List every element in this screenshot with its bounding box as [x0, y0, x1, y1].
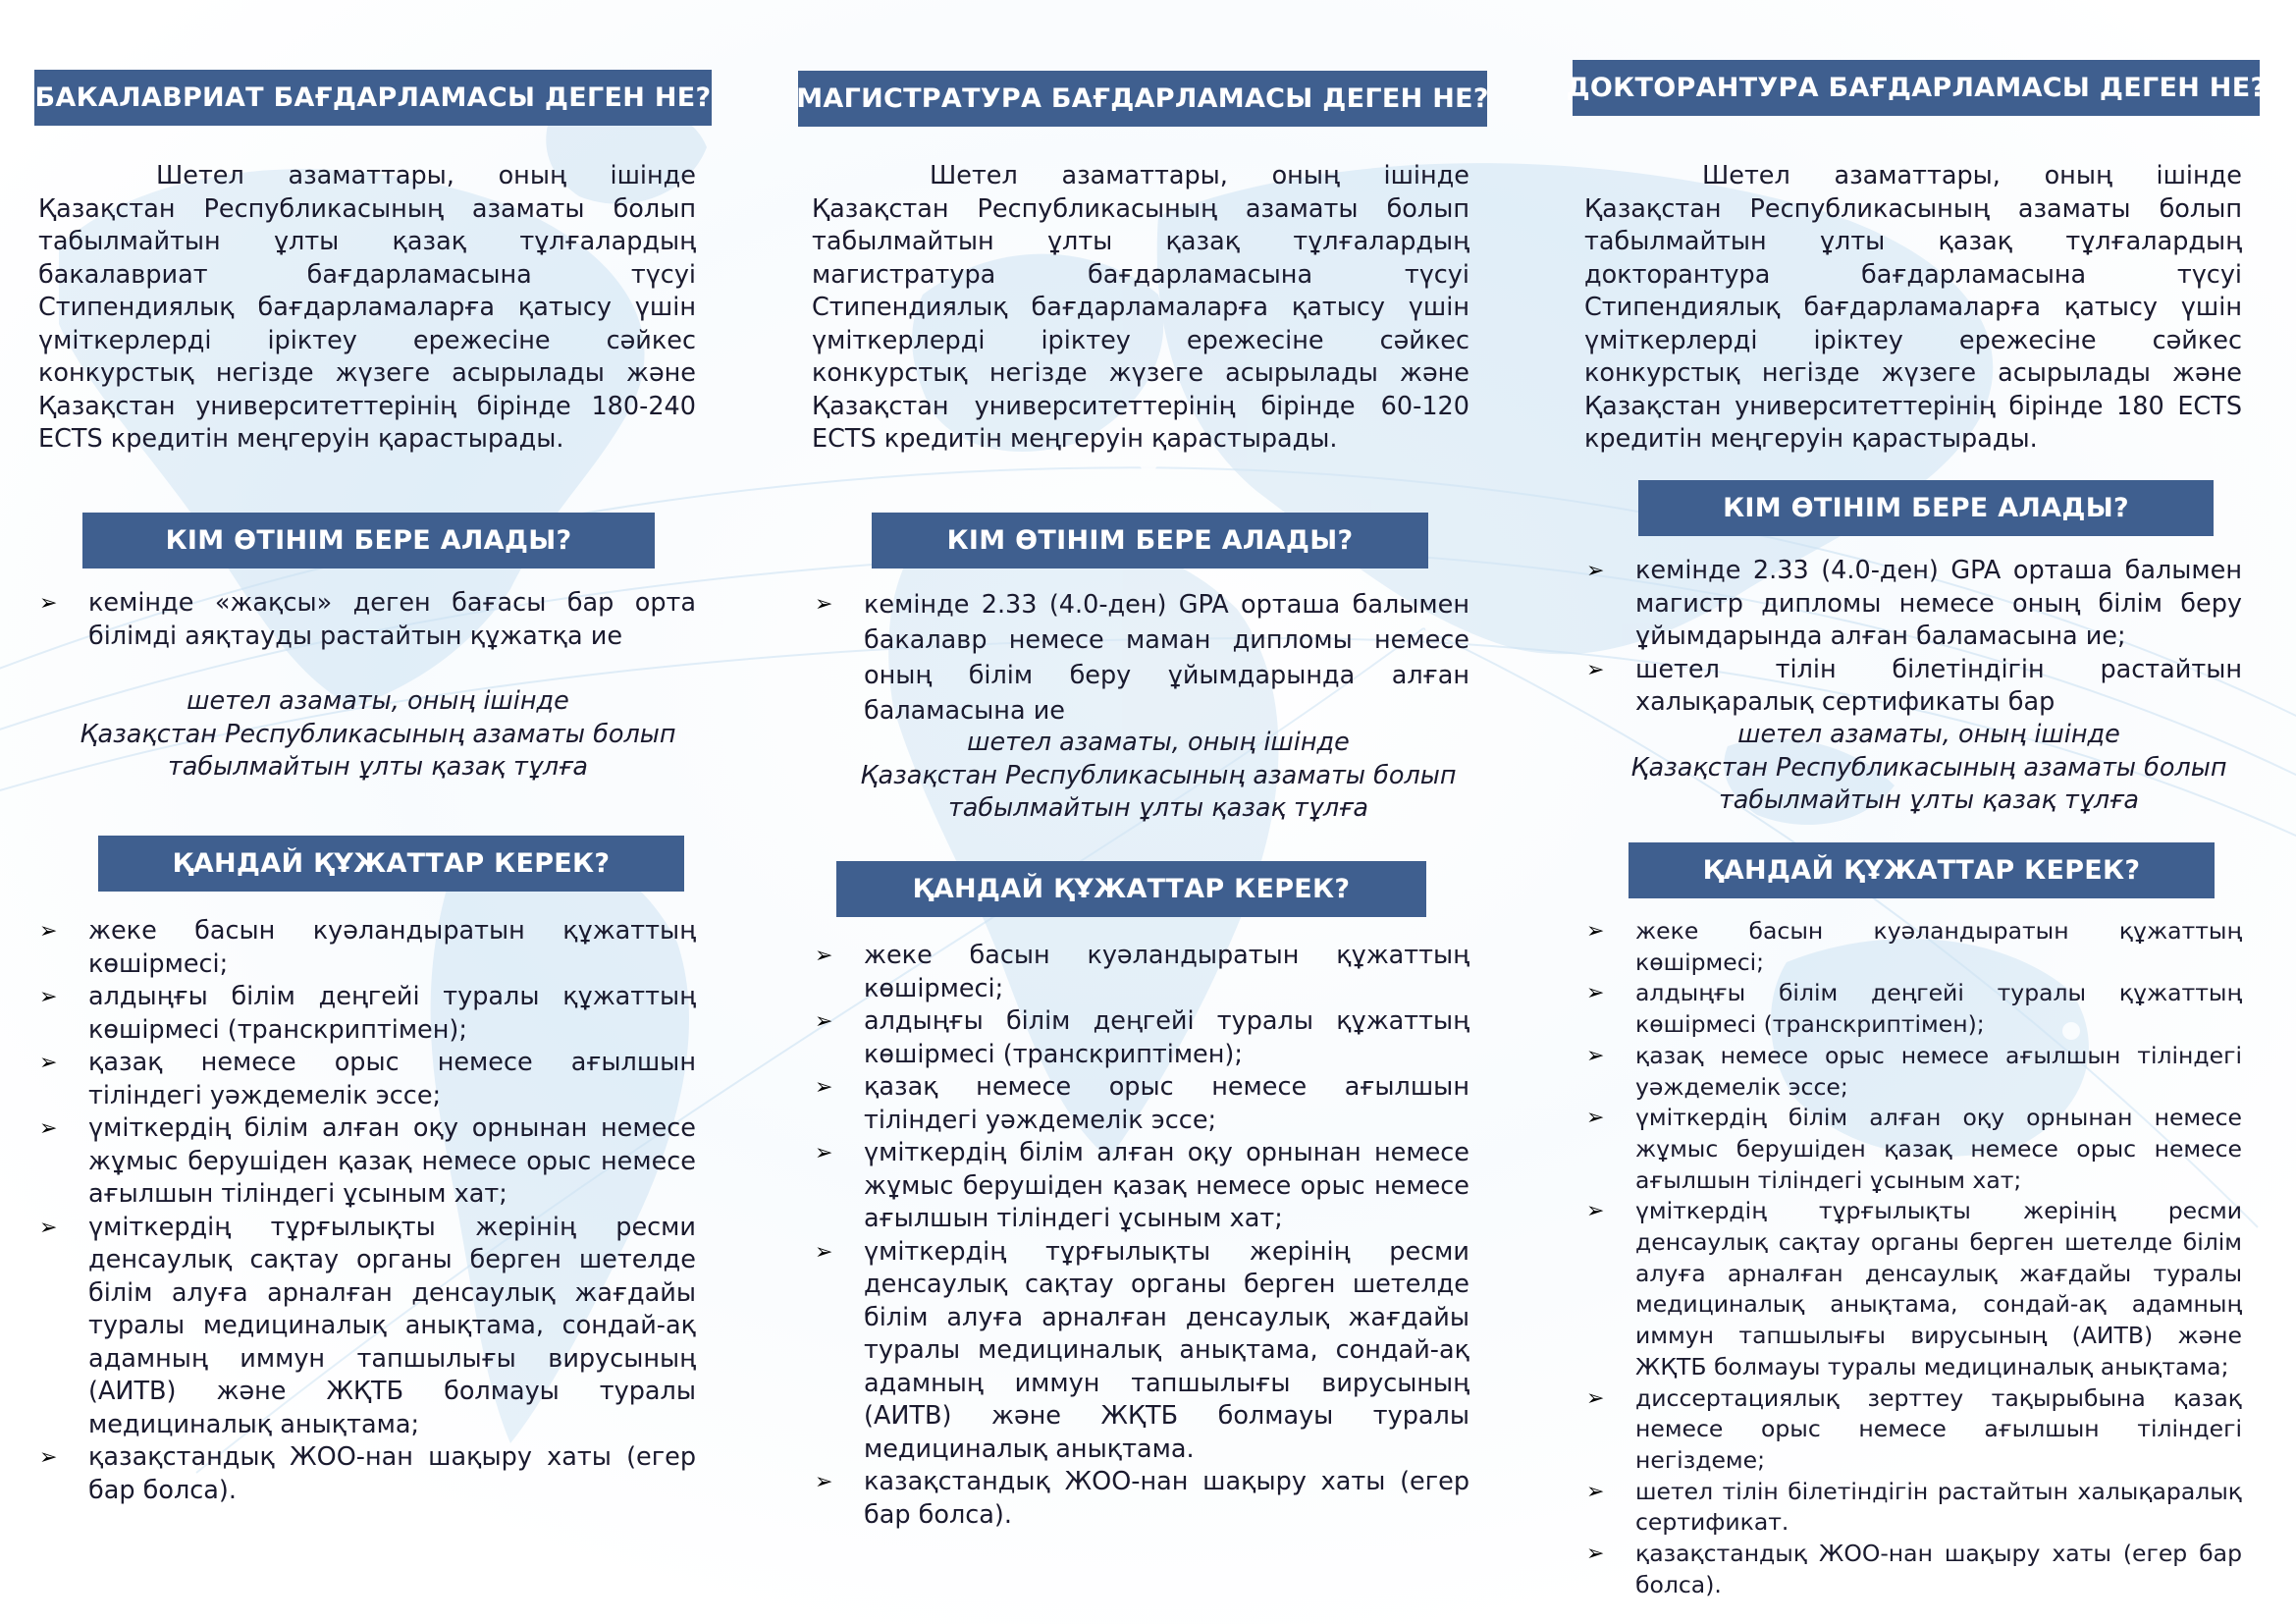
list-item: ➢ қазақстандық ЖОО-нан шақыру хаты (егер бар болса). [39, 1442, 696, 1505]
note-line: шетел азаматы, оның ішінде [187, 686, 569, 716]
arrow-bullet-icon: ➢ [39, 1445, 58, 1470]
list-item: ➢ диссертациялық зерттеу тақырыбына қазақ немесе орыс немесе ағылшын тіліндегі негіздеме; [1586, 1383, 2242, 1474]
list-item: ➢ казақстандық ЖОО-нан шақыру хаты (егер бар болса). [815, 1467, 1469, 1530]
who-can-apply-title: КІМ ӨТІНІМ БЕРЕ АЛАДЫ? [872, 513, 1428, 568]
documents-title: ҚАНДАЙ ҚҰЖАТТАР КЕРЕК? [1629, 842, 2215, 898]
intro-paragraph: Шетел азаматтары, оның ішінде Қазақстан Республикасының азаматы болып табылмайтын ұлты қазақ тұлғалардың докторантура бағдарламасына түсуі Стипендиялық бағдарламаларға қатысу үшін үміткерлерді іріктеу ережесіне сәйкес конкурстық негізде жүзеге асырылады және Қазақстан университеттерінің бірінде 180 ECTS кредитін меңгеруін қарастырады. [1584, 161, 2242, 454]
arrow-bullet-icon: ➢ [39, 1051, 58, 1075]
list-item: ➢ шетел тілін білетіндігін растайтын халықаралық сертификаты бар [1586, 654, 2242, 717]
intro-paragraph: Шетел азаматтары, оның ішінде Қазақстан Республикасының азаматы болып табылмайтын ұлты қазақ тұлғалардың бакалавриат бағдарламасына түсуі Стипендиялық бағдарламаларға қатысу үшін үміткерлерді іріктеу ережесіне сәйкес конкурстық негізде жүзеге асырылады және Қазақстан университеттерінің бірінде 180-240 ECTS кредитін меңгеруін қарастырады. [38, 161, 696, 454]
arrow-bullet-icon: ➢ [1586, 559, 1605, 583]
arrow-bullet-icon: ➢ [815, 944, 833, 968]
documents-title: ҚАНДАЙ ҚҰЖАТТАР КЕРЕК? [98, 836, 684, 892]
who-can-apply-title: КІМ ӨТІНІМ БЕРЕ АЛАДЫ? [1638, 480, 2214, 536]
list-item: ➢ алдыңғы білім деңгейі туралы құжаттың көшірмесі (транскриптімен); [1586, 979, 2242, 1039]
arrow-bullet-icon: ➢ [1586, 1199, 1605, 1224]
list-item: ➢ жеке басын куәландыратын құжаттың көшірмесі; [39, 916, 696, 979]
section-title-bachelor: БАКАЛАВРИАТ БАҒДАРЛАМАСЫ ДЕГЕН НЕ? [34, 70, 712, 126]
list-item: ➢ үміткердің тұрғылықты жерінің ресми денсаулық сақтау органы берген шетелде білім алуға арналған денсаулық жағдайы туралы медициналық анықтама, сондай-ақ адамның иммун тапшылығы вирусының (АИТВ) және ЖҚТБ болмауы туралы медициналық анықтама; [1586, 1197, 2242, 1380]
intro-paragraph: Шетел азаматтары, оның ішінде Қазақстан Республикасының азаматы болып табылмайтын ұлты қазақ тұлғалардың магистратура бағдарламасына түсуі Стипендиялық бағдарламаларға қатысу үшін үміткерлерді іріктеу ережесіне сәйкес конкурстық негізде жүзеге асырылады және Қазақстан университеттерінің бірінде 60-120 ECTS кредитін меңгеруін қарастырады. [812, 161, 1469, 454]
note-line: шетел азаматы, оның ішінде [967, 728, 1350, 757]
arrow-bullet-icon: ➢ [1586, 657, 1605, 682]
list-item: ➢ үміткердің тұрғылықты жерінің ресми денсаулық сақтау органы берген шетелде білім алуға арналған денсаулық жағдайы туралы медициналық анықтама, сондай-ақ адамның иммун тапшылығы вирусының (АИТВ) және ЖҚТБ болмауы туралы медициналық анықтама. [815, 1236, 1469, 1464]
list-item: ➢ үміткердің тұрғылықты жерінің ресми денсаулық сақтау органы берген шетелде білім алуға арналған денсаулық жағдайы туралы медициналық анықтама, сондай-ақ адамның иммун тапшылығы вирусының (АИТВ) және ЖҚТБ болмауы туралы медициналық анықтама; [39, 1212, 696, 1439]
list-item: ➢ жеке басын куәландыратын құжаттың көшірмесі; [815, 941, 1469, 1003]
arrow-bullet-icon: ➢ [1586, 1106, 1605, 1131]
who-can-apply-list [1586, 555, 2242, 720]
list-item: ➢ қазақ немесе орыс немесе ағылшын тіліндегі уәждемелік эссе; [1586, 1041, 2242, 1101]
documents-title: ҚАНДАЙ ҚҰЖАТТАР КЕРЕК? [836, 861, 1426, 917]
list-item: ➢ шетел тілін білетіндігін растайтын халықаралық сертификат. [1586, 1477, 2242, 1537]
list-item: ➢ үміткердің білім алған оқу орнынан немесе жұмыс берушіден қазақ немесе орыс немесе ағылшын тіліндегі ұсыным хат; [1586, 1104, 2242, 1194]
arrow-bullet-icon: ➢ [1586, 919, 1605, 944]
list-item: ➢ алдыңғы білім деңгейі туралы құжаттың көшірмесі (транскриптімен); [815, 1006, 1469, 1069]
list-item: ➢ үміткердің білім алған оқу орнынан немесе жұмыс берушіден қазақ немесе орыс немесе ағылшын тіліндегі ұсыным хат; [815, 1138, 1469, 1233]
arrow-bullet-icon: ➢ [815, 1239, 833, 1265]
arrow-bullet-icon: ➢ [39, 919, 58, 944]
arrow-bullet-icon: ➢ [39, 1215, 58, 1240]
section-title-doctoral: ДОКТОРАНТУРА БАҒДАРЛАМАСЫ ДЕГЕН НЕ? [1573, 60, 2260, 116]
list-item: ➢ кемінде 2.33 (4.0-ден) GPA орташа балымен бакалавр немесе маман дипломы немесе оның білім беру ұйымдарында алған баламасына ие [815, 587, 1469, 729]
arrow-bullet-icon: ➢ [39, 985, 58, 1009]
list-item: ➢ кемінде «жақсы» деген бағасы бар орта білімді аяқтауды растайтын құжатқа ие [39, 588, 696, 651]
arrow-bullet-icon: ➢ [1586, 1043, 1605, 1068]
list-item: ➢ қазақ немесе орыс немесе ағылшын тіліндегі уәждемелік эссе; [815, 1072, 1469, 1135]
list-item: ➢ қазақстандық ЖОО-нан шақыру хаты (егер бар болса). [1586, 1540, 2242, 1598]
eligibility-note [1610, 719, 2248, 818]
arrow-bullet-icon: ➢ [815, 1075, 833, 1100]
who-can-apply-title: КІМ ӨТІНІМ БЕРЕ АЛАДЫ? [82, 513, 655, 568]
arrow-bullet-icon: ➢ [815, 1470, 833, 1494]
section-title-master: МАГИСТРАТУРА БАҒДАРЛАМАСЫ ДЕГЕН НЕ? [798, 71, 1487, 127]
note-line: табылмайтын ұлты қазақ тұлға [947, 793, 1369, 823]
list-item: ➢ алдыңғы білім деңгейі туралы құжаттың көшірмесі (транскриптімен); [39, 982, 696, 1045]
documents-list [1586, 916, 2242, 1600]
arrow-bullet-icon: ➢ [815, 1009, 833, 1034]
arrow-bullet-icon: ➢ [39, 1116, 58, 1141]
note-line: табылмайтын ұлты қазақ тұлға [1718, 785, 2140, 815]
note-line: шетел азаматы, оның ішінде [1737, 720, 2120, 749]
note-line: Қазақстан Республикасының азаматы болып [1630, 752, 2227, 783]
list-item: ➢ қазақ немесе орыс немесе ағылшын тіліндегі уәждемелік эссе; [39, 1048, 696, 1110]
list-item: ➢ жеке басын куәландыратын құжаттың көшірмесі; [1586, 917, 2242, 976]
note-line: Қазақстан Республикасының азаматы болып [860, 760, 1457, 790]
note-line: табылмайтын ұлты қазақ тұлға [167, 752, 589, 782]
list-item: ➢ үміткердің білім алған оқу орнынан немесе жұмыс берушіден қазақ немесе орыс немесе ағылшын тіліндегі ұсыным хат; [39, 1113, 696, 1209]
arrow-bullet-icon: ➢ [815, 1141, 833, 1165]
arrow-bullet-icon: ➢ [39, 591, 58, 616]
arrow-bullet-icon: ➢ [815, 592, 833, 617]
list-item: ➢ кемінде 2.33 (4.0-ден) GPA орташа балымен магистр дипломы немесе оның білім беру ұйымдарында алған баламасына ие; [1586, 556, 2242, 651]
arrow-bullet-icon: ➢ [1586, 1479, 1605, 1504]
arrow-bullet-icon: ➢ [1586, 1385, 1605, 1411]
arrow-bullet-icon: ➢ [1586, 1542, 1605, 1567]
note-line: Қазақстан Республикасының азаматы болып [80, 719, 676, 749]
arrow-bullet-icon: ➢ [1586, 981, 1605, 1006]
